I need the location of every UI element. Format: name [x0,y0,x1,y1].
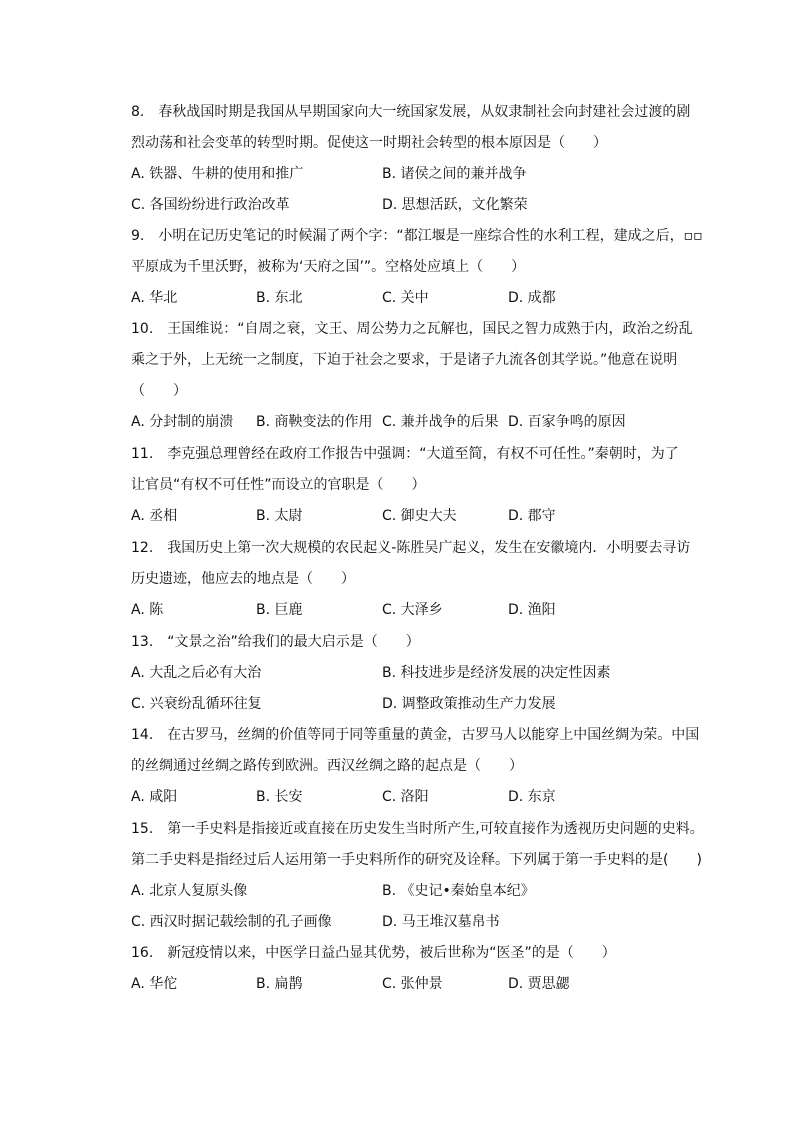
question-stem-line: 13. “文景之治”给我们的最大启示是（ ） [131,634,420,650]
question-stem-line: 8. 春秋战国时期是我国从早期国家向大一统国家发展，从奴隶制社会向封建社会过渡的剧 [131,104,691,120]
option-c[interactable]: C. 大泽乡 [382,602,443,618]
option-d[interactable]: D. 思想活跃，文化繁荣 [382,197,528,213]
option-d[interactable]: D. 调整政策推动生产力发展 [382,696,556,712]
option-a[interactable]: A. 陈 [131,602,164,618]
option-d[interactable]: D. 贾思勰 [508,976,570,992]
options-row [131,907,696,938]
options-row [131,159,696,190]
question-stem-line: 烈动荡和社会变革的转型时期。促使这一时期社会转型的根本原因是（ ） [131,135,607,151]
option-b[interactable]: B. 东北 [256,290,303,306]
question-stem-line: 16. 新冠疫情以来，中医学日益凸显其优势，被后世称为“医圣”的是（ ） [131,945,616,961]
option-d[interactable]: D. 渔阳 [508,602,556,618]
option-b[interactable]: B. 《史记•秦始皇本纪》 [382,883,535,899]
question-14 [131,720,700,813]
options-row [131,782,696,813]
option-d[interactable]: D. 马王堆汉墓帛书 [382,914,500,930]
option-c[interactable]: C. 御史大夫 [382,508,457,524]
question-8 [131,97,696,221]
question-9 [131,221,703,314]
options-row [131,501,696,532]
option-a[interactable]: A. 华佗 [131,976,178,992]
options-row [131,283,696,314]
option-c[interactable]: C. 洛阳 [382,789,429,805]
question-12 [131,533,696,626]
option-c[interactable]: C. 兼并战争的后果 [382,414,499,430]
options-row [131,689,696,720]
options-row [131,190,696,221]
option-a[interactable]: A. 华北 [131,290,178,306]
question-stem-line: 历史遗迹，他应去的地点是（ ） [131,571,355,587]
question-stem-line: 9. 小明在记历史笔记的时候漏了两个字：“都江堰是一座综合性的水利工程，建成之后，▫▫ [131,228,703,244]
option-d[interactable]: D. 成都 [508,290,556,306]
option-c[interactable]: C. 关中 [382,290,429,306]
question-stem-line: 11. 李克强总理曾经在政府工作报告中强调：“大道至简，有权不可任性。”秦朝时，为了 [131,446,679,462]
option-a[interactable]: A. 铁器、牛耕的使用和推广 [131,166,304,182]
option-c[interactable]: C. 各国纷纷进行政治改革 [131,197,290,213]
option-c[interactable]: C. 兴衰纷乱循环往复 [131,696,262,712]
question-stem-line: 14. 在古罗马，丝绸的价值等同于同等重量的黄金，古罗马人以能穿上中国丝绸为荣。中国 [131,727,700,743]
option-c[interactable]: C. 张仲景 [382,976,443,992]
question-15 [131,814,704,938]
question-11 [131,439,696,532]
options-row [131,658,696,689]
option-b[interactable]: B. 太尉 [256,508,303,524]
option-a[interactable]: A. 大乱之后必有大治 [131,665,262,681]
option-c[interactable]: C. 西汉时据记载绘制的孔子画像 [131,914,332,930]
option-b[interactable]: B. 长安 [256,789,303,805]
question-10 [131,314,696,438]
option-a[interactable]: A. 咸阳 [131,789,178,805]
question-stem-line: 10. 王国维说：“自周之衰，文王、周公势力之瓦解也，国民之智力成熟于内，政治之纷乱 [131,321,693,337]
option-d[interactable]: D. 东京 [508,789,556,805]
question-13 [131,627,696,720]
option-d[interactable]: D. 百家争鸣的原因 [508,414,626,430]
question-stem-line: 平原成为千里沃野，被称为‘天府之国’”。空格处应填上（ ） [131,259,526,275]
options-row [131,969,696,1000]
question-stem-line: 乘之于外，上无统一之制度，下迫于社会之要求，于是诸子九流各创其学说。”他意在说明 [131,352,678,368]
option-b[interactable]: B. 诸侯之间的兼并战争 [382,166,527,182]
option-a[interactable]: A. 分封制的崩溃 [131,414,234,430]
options-row [131,595,696,626]
question-stem-line: 第二手史料是指经过后人运用第一手史料所作的研究及诠释。下列属于第一手史料的是( ) [131,852,702,868]
question-stem-line: 的丝绸通过丝绸之路传到欧洲。西汉丝绸之路的起点是（ ） [131,758,523,774]
option-a[interactable]: A. 丞相 [131,508,178,524]
question-stem-line: 12. 我国历史上第一次大规模的农民起义-陈胜吴广起义，发生在安徽境内．小明要去寻访 [131,540,691,556]
option-b[interactable]: B. 商鞅变法的作用 [256,414,373,430]
option-d[interactable]: D. 郡守 [508,508,556,524]
option-b[interactable]: B. 科技进步是经济发展的决定性因素 [382,665,611,681]
question-stem-line: 让官员“有权不可任性”而设立的官职是（ ） [131,477,426,493]
options-row [131,407,696,438]
option-a[interactable]: A. 北京人复原头像 [131,883,248,899]
option-b[interactable]: B. 巨鹿 [256,602,303,618]
option-b[interactable]: B. 扁鹊 [256,976,303,992]
options-row [131,876,696,907]
question-stem-line: 15. 第一手史料是指接近或直接在历史发生当时所产生,可较直接作为透视历史问题的史料。 [131,821,704,837]
question-16 [131,938,696,1000]
question-stem-line: （ ） [131,383,187,399]
